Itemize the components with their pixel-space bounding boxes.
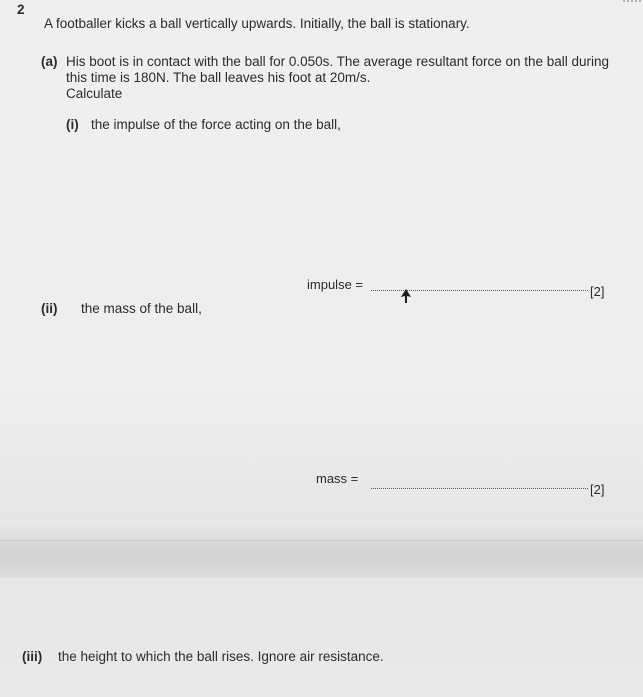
mass-answer-label: mass =: [316, 471, 359, 486]
part-iii-label: (iii): [22, 649, 43, 664]
part-i-label: (i): [66, 117, 79, 132]
paper-fold-shadow: [0, 520, 643, 578]
impulse-answer-label: impulse =: [307, 277, 363, 292]
part-ii-text: the mass of the ball,: [81, 301, 202, 316]
paper-fold-edge: [0, 540, 643, 541]
page-corner-mark: [621, 0, 643, 5]
part-a-text-line1: His boot is in contact with the ball for 0.050s. The average resultant force on the ball during: [66, 54, 610, 69]
mass-marks: [2]: [590, 482, 605, 497]
impulse-marks: [2]: [590, 284, 605, 299]
part-iii-text: the height to which the ball rises. Ignore air resistance.: [58, 649, 384, 664]
part-ii-label: (ii): [41, 301, 58, 316]
part-a-text-line2: this time is 180N. The ball leaves his foot at 20m/s.: [66, 70, 371, 85]
mass-answer-line[interactable]: [371, 488, 588, 489]
mouse-cursor-icon: [401, 289, 411, 303]
question-stem: A footballer kicks a ball vertically upwards. Initially, the ball is stationary.: [44, 16, 470, 31]
question-number: 2: [17, 2, 25, 17]
part-i-text: the impulse of the force acting on the ball,: [91, 117, 341, 132]
part-a-label: (a): [41, 54, 58, 69]
calculate-instruction: Calculate: [66, 86, 123, 101]
